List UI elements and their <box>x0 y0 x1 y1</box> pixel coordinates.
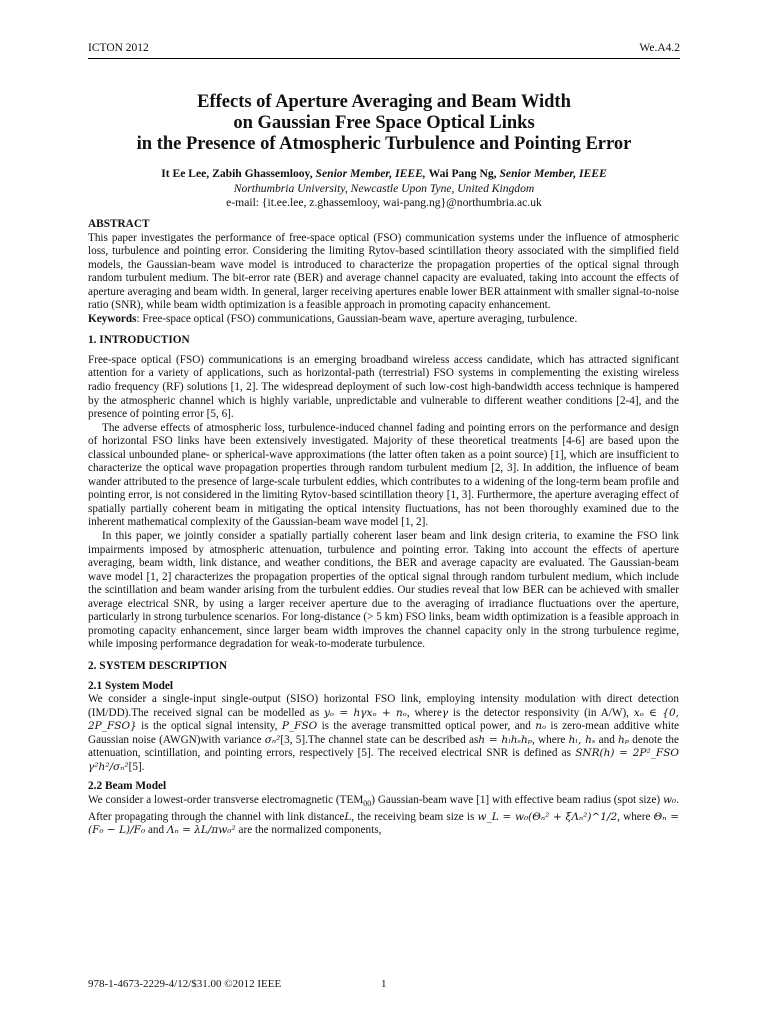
equation: h = hₗhₛhₚ <box>478 733 533 746</box>
title-line-2: on Gaussian Free Space Optical Links <box>233 113 535 133</box>
equation: hₚ <box>618 733 630 746</box>
copyright-line: 978-1-4673-2229-4/12/$31.00 ©2012 IEEE <box>88 978 282 990</box>
conference-name: ICTON 2012 <box>88 42 149 54</box>
author-block <box>88 167 680 211</box>
intro-paragraph-1: Free-space optical (FSO) communications is an emerging broadband wireless access candidate, which has attracted significant attention for a variety of applications, such as horizontal-path (terrestrial) FSO systems in complementing the existing wireless radio frequency (RF) solutions [1, 2]. The widespread deployment of such low-cost high-bandwidth access technique is hampered by the atmospheric channel which is highly variable, unpredictable and vulnerable to different weather conditions [2-4], and the presence of pointing error [5, 6]. <box>88 353 679 421</box>
equation: hₗ, hₛ <box>568 733 596 746</box>
intro-paragraph-2: The adverse effects of atmospheric loss, turbulence-induced channel fading and pointing errors on the performance and design of horizontal FSO links have been extensively investigated. Majority of these theoretical treatments [4-6] are based upon the classical unbounded plane- or spherical-wave approximations (the latter often taken as a point source) [1], which are insufficient to characterize the optical wave propagation properties through random turbulent medium [2, 3]. In addition, the influence of beam wander attributed to the presence of large-scale turbulent eddies, which contributes to a widening of the long-term beam profile and pointing error, is not considered in the limiting Rytov-based scintillation theory [1, 3]. Furthermore, the aperture averaging effect of spatially partially coherent beam in mitigating the optical intensity fluctuations, has not been thoroughly examined due to the inherent mathematical complexity of the Gaussian-beam wave model [1, 2]. <box>88 421 679 529</box>
paper-title <box>88 92 680 155</box>
equation: P_FSO <box>281 720 318 733</box>
abstract-text: This paper investigates the performance of free-space optical (FSO) communication systems under the influence of atmospheric loss, turbulence and pointing error. Considering the limiting Rytov-based scintillation theory associated with the simplified field models, the Gaussian-beam wave model is introduced to characterize the propagation properties of the optical signal through random turbulent medium. The bit-error rate (BER) and average channel capacity are evaluated, taking into account the effects of aperture averaging and beam width. In general, larger receiving apertures enable lower BER attainment with smaller signal-to-noise ratio (SNR), while beam width optimization is a feasible approach in promoting capacity enhancement. <box>88 231 679 312</box>
author-names <box>88 167 680 182</box>
paper-body <box>88 218 679 838</box>
abstract-heading: ABSTRACT <box>88 218 150 230</box>
equation: yₒ = hγxₒ + nₒ <box>324 706 407 719</box>
beam-model-heading: 2.2 Beam Model <box>88 780 167 793</box>
beam-model-text: We consider a lowest-order transverse electromagnetic $(TEM_{00})$ Gaussian-beam wave [1] with effective beam radius (spot size) w₀. After propagating through the channel with link distanceL, the receiving beam size is w_L = w₀(Θₙ² + ξΛₙ²)^1/2, where Θₙ = (F₀ − L)/F₀ and Λₙ = λL/πw₀² are the normalized components, <box>88 793 680 837</box>
equation: L <box>344 810 352 823</box>
system-model-text: We consider a single-input single-output (SISO) horizontal FSO link, employing intensity modulation with direct detection (IM/DD).The received signal can be modelled as yₒ = hγxₒ + nₒ, whereγ is the detector responsivity (in A/W), xₒ ∈ {0, 2P_FSO} is the optical signal intensity, P_FSO is the average transmitted optical power, and nₒ is zero-mean additive white Gaussian noise (AWGN)with variance σₙ²[3, 5].The channel state can be described ash = hₗhₛhₚ, where hₗ, hₛ and hₚ denote the attenuation, scintillation, and pointing errors, respectively [5]. The received electrical SNR is defined as SNR(h) = 2P²_FSO γ²h²/σₙ²[5]. <box>88 693 680 773</box>
author-role-2: Senior Member, IEEE <box>499 167 607 180</box>
system-heading: 2. SYSTEM DESCRIPTION <box>88 659 228 672</box>
equation: w_L = w₀(Θₙ² + ξΛₙ²)^1/2 <box>477 810 618 823</box>
equation: σₙ² <box>264 733 281 746</box>
affiliation: Northumbria University, Newcastle Upon Tyne, United Kingdom <box>233 181 535 195</box>
equation: xₒ ∈ {0, 2P_FSO} <box>88 706 679 733</box>
intro-paragraph-3: In this paper, we jointly consider a spatially partially coherent laser beam and link design criteria, to examine the FSO link impairments imposed by atmospheric attenuation, turbulence and pointing error. Taking into account the effects of aperture averaging, beam width, link distance, and weather conditions, the BER and average capacity are evaluated. The Gaussian-beam wave model [1, 2] characterizes the propagation properties of the optical signal through random turbulent medium, which include the scintillation and beam wander arising from the turbulent eddies. Our studies reveal that low BER can be achieved with smaller average electrical SNR, by using a larger receiver aperture due to the averaging of irradiance fluctuations over the aperture, particularly in strong turbulence scenarios. For long-distance (> 5 km) FSO links, beam width optimization is a feasible approach in promoting capacity enhancement, since larger beam width improves the channel capacity only in the strong turbulence regime, while imposing performance degradation for weak-to-moderate turbulence. <box>88 530 679 651</box>
keywords-text: : Free-space optical (FSO) communications, Gaussian-beam wave, aperture averaging, turbulence. <box>136 312 578 325</box>
equation: Λₙ = λL/πw₀² <box>166 824 236 837</box>
equation: w₀ <box>662 793 677 806</box>
keywords <box>88 313 679 327</box>
keywords-label: Keywords <box>88 312 137 325</box>
intro-heading: 1. INTRODUCTION <box>88 334 190 347</box>
equation: SNR(h) = 2P²_FSO γ²h²/σₙ² <box>88 747 680 773</box>
equation: γ <box>441 706 449 719</box>
system-model-heading: 2.1 System Model <box>88 679 174 692</box>
equation: Θₙ = (F₀ − L)/F₀ <box>88 810 680 837</box>
author-role-1: Senior Member, IEEE, <box>315 167 426 180</box>
email: e-mail: {it.ee.lee, z.ghassemlooy, wai-pang.ng}@northumbria.ac.uk <box>226 196 542 209</box>
paper-code: We.A4.2 <box>639 42 680 54</box>
header-rule <box>88 58 680 59</box>
title-line-1: Effects of Aperture Averaging and Beam Width <box>197 92 571 112</box>
page-footer <box>88 978 387 990</box>
title-line-3: in the Presence of Atmospheric Turbulence and Pointing Error <box>136 134 632 154</box>
author-name-2: Wai Pang Ng, <box>428 167 497 180</box>
author-name-1: It Ee Lee, Zabih Ghassemlooy, <box>161 167 313 180</box>
equation: nₒ <box>535 720 547 733</box>
page-number: 1 <box>381 978 387 990</box>
